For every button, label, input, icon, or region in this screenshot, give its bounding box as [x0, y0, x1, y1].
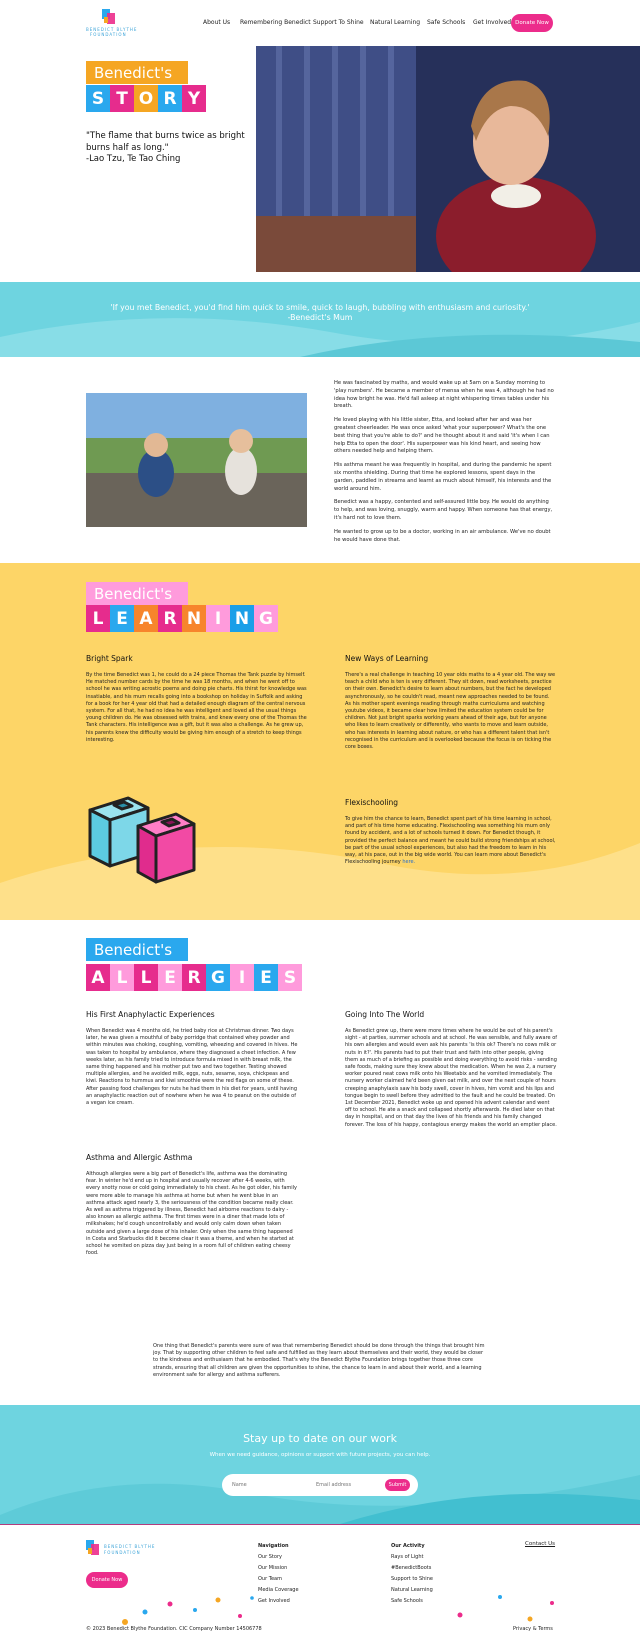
new-ways-block: [345, 654, 557, 751]
bright-spark-title: Bright Spark: [86, 654, 133, 663]
logo-text-2: FOUNDATION: [104, 1550, 141, 1555]
learning-title: [86, 605, 278, 632]
blocks-illustration: [86, 786, 196, 886]
story-paragraph: He was fascinated by maths, and would wake up at 5am on a Sunday morning to 'play numbers'. He became a member of mensa when he was 4, although he had no idea how bright he was. He'd fall asleep at night whispering times tables under his breath.: [334, 380, 554, 410]
flexischooling-copy: To give him the chance to learn, Benedict spent part of his time learning in school, and part of his time home educating. Flexischooling was something his mum only found by accident, and a lot of schools turned it down. For Benedict though, it provided the perfect balance and meant he could build strong friendships at school, be part of the usual school experiences, but also had the freedom to learn in his way, at his pace, out in the big wide world. You can learn more about Benedict's Flexischooling journey: [345, 816, 556, 866]
footer-link-natural-learning[interactable]: Natural Learning: [391, 1587, 433, 1593]
footer-activity: [391, 1541, 433, 1607]
donate-button[interactable]: Donate Now: [511, 14, 553, 32]
site-footer: [0, 1524, 640, 1640]
band-quote-text: 'If you met Benedict, you'd find him quick to smile, quick to laugh, bubbling with enthusiasm and curiosity.': [110, 303, 530, 312]
footer-link-our-mission[interactable]: Our Mission: [258, 1565, 288, 1571]
title-letter: N: [230, 605, 254, 632]
story-paragraph: He loved playing with his little sister, Etta, and looked after her and was her greatest cheerleader. He was once asked 'what your superpower? What's the one best thing that you're able to do?' and he thought about it and said 'it's when I can help Etta to open the door'. His superpower was his kind heart, and seeing how others needed help and helping them.: [334, 417, 550, 455]
story-title: [86, 85, 206, 112]
title-letter: I: [206, 605, 230, 632]
story-prefix: Benedict's: [86, 61, 188, 84]
newsletter-subtitle: When we need guidance, opinions or support with future projects, you can help.: [209, 1452, 431, 1458]
children-on-wall-image: [86, 393, 307, 527]
site-header: [0, 0, 640, 46]
title-letter: G: [206, 964, 230, 991]
title-letter: R: [182, 964, 206, 991]
logo-icon: [86, 1540, 100, 1556]
quote-author: -Lao Tzu, Te Tao Ching: [86, 154, 181, 164]
footer-navigation: [258, 1541, 299, 1607]
title-letter: A: [134, 605, 158, 632]
footer-activity-title: Our Activity: [391, 1543, 425, 1549]
quote-band: [0, 282, 640, 357]
title-letter: T: [110, 85, 134, 112]
submit-button[interactable]: Submit: [385, 1479, 410, 1491]
nav-get-involved[interactable]: Get Involved: [473, 19, 512, 26]
title-letter: E: [158, 964, 182, 991]
nav-natural-learning[interactable]: Natural Learning: [370, 19, 421, 26]
flexischooling-title: Flexischooling: [345, 798, 399, 807]
asthma-title: Asthma and Allergic Asthma: [86, 1153, 193, 1162]
story-paragraph: His asthma meant he was frequently in hospital, and during the pandemic he spent six months shielding. During that time he explored lessons, spent days in the garden, paddled in streams and learnt as much about himself, his interests and the world around him.: [334, 462, 552, 492]
title-letter: G: [254, 605, 278, 632]
confetti-decoration: [100, 1590, 260, 1630]
flexischooling-text: [345, 816, 557, 866]
story-quote: [86, 131, 266, 166]
title-letter: N: [182, 605, 206, 632]
learning-prefix: Benedict's: [86, 582, 188, 605]
contact-us-link[interactable]: Contact Us: [525, 1541, 556, 1547]
logo[interactable]: [86, 9, 141, 37]
title-letter: Y: [182, 85, 206, 112]
asthma-text: Although allergies were a big part of Benedict's life, asthma was the dominating fear. In winter he'd end up in hospital and usually recover after 4-6 weeks, with every snotty nose or cold going immediately to his chest. As he got older, his family were more able to manage his asthma at home but when he went blue in an asthma attack aged nearly 3, the seriousness of the condition became really clear. As well as asthma triggered by illness, Benedict had airborne reactions to dairy - also known as allergic asthma. The first times were in a diner that made lots of milkshakes; he'd cough uncontrollably and would only calm down when taken outside and given a large dose of his inhaler. Only when the same thing happened in Costa and Starbucks did it become clear it was a theme, and when he started at school he vomited on pizza day just being in a room full of children eating cheesy food.: [86, 1171, 297, 1257]
confetti-decoration: [440, 1585, 560, 1625]
new-ways-title: New Ways of Learning: [345, 654, 429, 663]
story-paragraph: He wanted to grow up to be a doctor, working in an air ambulance. We've no doubt he would have done that.: [334, 528, 551, 543]
email-input[interactable]: [316, 1479, 376, 1491]
logo-text-2: FOUNDATION: [90, 32, 127, 37]
logo-text-1: BENEDICT BLYTHE: [86, 27, 138, 32]
title-letter: L: [134, 964, 158, 991]
copyright: © 2023 Benedict Blythe Foundation. CIC Company Number 14506778: [86, 1626, 262, 1632]
title-letter: A: [86, 964, 110, 991]
title-letter: I: [230, 964, 254, 991]
newsletter-form: [222, 1474, 418, 1496]
footer-link-our-story[interactable]: Our Story: [258, 1554, 282, 1560]
hero-photo: [256, 46, 640, 272]
bright-spark-text: By the time Benedict was 1, he could do a 24 piece Thomas the Tank puzzle by himself. He matched number cards by the time he was 18 months, and when he went off to school he was writing acrostic poems and doing pie charts. His thirst for knowledge was insatiable, and his mum recalls going into a bookshop on holiday in Suffolk and asking for a book for her 4 year old that had a detailed enough diagram of the central nervous system. For all that, he had no idea he was intelligent and loved all the usual things young children do. He was obsessed with trains, and knew every one of the Thomas the Tank characters. His intelligence was a gift, but it was also a challenge. As he grew up, his parents knew the difficulty would be giving him enough of a stretch to keep things interesting.: [86, 672, 307, 743]
allergies-title: [86, 964, 302, 991]
footer-logo[interactable]: [86, 1540, 176, 1560]
story-paragraph: Benedict was a happy, contented and self-assured little boy. He would do anything to help, and was loving, snuggly, warm and happy. When someone has that energy, it's hard not to love them.: [334, 499, 553, 521]
newsletter-title: Stay up to date on our work: [243, 1432, 397, 1445]
learning-section: [0, 563, 640, 920]
title-letter: L: [110, 964, 134, 991]
footer-link-support-to-shine[interactable]: Support to Shine: [391, 1576, 433, 1582]
footer-donate-button[interactable]: Donate Now: [86, 1572, 128, 1588]
closing-paragraph: One thing that Benedict's parents were sure of was that remembering Benedict should be done through the things that brought him joy. That by supporting other children to feel safe and fulfilled as they learn about themselves and their world, they would be closer to the kindness and enthusiasm that he embodied. That's why the Benedict Blythe Foundation brings together those three core strands, ensuring that all children are given the opportunities to shine, the chance to learn in and about their world, and a learning environment safe for allergy and asthma sufferers.: [153, 1343, 485, 1378]
new-ways-text: There's a real challenge in teaching 10 year olds maths to a 4 year old. The way we teach a child who is ten is very different. They sit down, read worksheets, practice on their own. Benedict's desire to learn about numbers, but the fact he developed asynchronously, so he couldn't read, meant new approaches needed to be found. As his mother spent evenings reading through maths curriculums and watching youtube videos, it became clear how limited the education system could be for children. Not just bright sparks working years ahead of their age, but for anyone who likes to learn creatively or differently, who wants to move and learn outside, who has interests in learning about nature, or who has a different talent that isn't recognised in the curriculum and is overlooked because the focus is on ticking the core boxes.: [345, 672, 556, 751]
going-into-world-block: [345, 1010, 557, 1129]
band-quote: [110, 303, 530, 323]
title-letter: R: [158, 605, 182, 632]
band-quote-author: -Benedict's Mum: [287, 313, 353, 322]
title-letter: S: [278, 964, 302, 991]
footer-nav-title: Navigation: [258, 1543, 289, 1549]
nav-about-us[interactable]: About Us: [203, 19, 231, 26]
first-anaphylactic-text: When Benedict was 4 months old, he tried baby rice at Christmas dinner. Two days later, he was given a mouthful of baby porridge that contained whey powder and within minutes was choking, coughing, vomiting, wheezing and covered in hives. He was taken to hospital by ambulance, where they diagnosed a cheet infection. A few weeks later, as his family tried to introduce formula mixed in with breast milk, the same thing happened and his mother put two and two together. Testing showed multiple allergies, and he avoided milk, eggs, nuts, sesame, soya, chickpeas and kiwi. Reactions to hummus and kiwi smoothie were the red flags on some of these. After passing food challenges for nuts he had them in his diet for years, until having an anaphylactic reaction out of nowhere when he was 4 to peanut on the outside of a vegan ice cream.: [86, 1028, 298, 1107]
title-letter: E: [254, 964, 278, 991]
going-into-world-text: As Benedict grew up, there were more times where he would be out of his parent's sight - at parties, summer schools and at school. He was sensible, and fully aware of his own allergies and would even ask his parents 'is this ok? There's no cows milk or nuts in it?'. His parents had to put their trust and faith into other people, giving them as much of a briefing as possible and doing everything to avoid risks - sending safe foods, making sure they knew about the medication. When he was 2, a nursery worker poured neat cows milk onto his Weetabix and he vomited immediately. The nursery worker claimed he'd been given oat milk, and over the next couple of hours creeping anaphylaxis saw his body swell, cover in hives, him vomit and his lips and tongue begin to swell before they admitted to the fault and he could be treated. On 1st December 2021, Benedict woke up and opened his advent calendar and went off to school. He ate a snack and collapsed shortly afterwards. He died later on that day in hospital, and on that day the lives of his friends and his family changed forever. The loss of his happy, contagious energy makes the world an emptier place.: [345, 1028, 558, 1128]
footer-link-safe-schools[interactable]: Safe Schools: [391, 1598, 423, 1604]
flexischooling-link[interactable]: here.: [402, 859, 416, 866]
children-photo: [86, 393, 307, 527]
newsletter-section: [0, 1405, 640, 1524]
privacy-link[interactable]: Privacy & Terms: [513, 1626, 553, 1632]
name-input[interactable]: [232, 1479, 302, 1491]
title-letter: E: [110, 605, 134, 632]
nav-support-to-shine[interactable]: Support To Shine: [313, 19, 364, 26]
first-anaphylactic-block: [86, 1010, 298, 1107]
footer-link-media-coverage[interactable]: Media Coverage: [258, 1587, 299, 1593]
quote-text: "The flame that burns twice as bright burns half as long.": [86, 131, 245, 153]
title-letter: O: [134, 85, 158, 112]
logo-icon: [102, 9, 116, 25]
asthma-block: [86, 1153, 298, 1257]
logo-text-1: BENEDICT BLYTHE: [104, 1544, 156, 1549]
story-body: [334, 380, 554, 550]
nav-safe-schools[interactable]: Safe Schools: [427, 19, 466, 26]
nav-remembering-benedict[interactable]: Remembering Benedict: [240, 19, 311, 26]
title-letter: R: [158, 85, 182, 112]
footer-link-benedict-boots[interactable]: #BenedictBoots: [391, 1565, 432, 1571]
footer-link-rays-of-light[interactable]: Rays of Light: [391, 1554, 424, 1560]
allergies-prefix: Benedict's: [86, 938, 188, 961]
bright-spark-block: [86, 654, 308, 744]
first-anaphylactic-title: His First Anaphylactic Experiences: [86, 1010, 215, 1019]
footer-link-get-involved[interactable]: Get Involved: [258, 1598, 290, 1604]
boy-portrait-image: [256, 46, 640, 272]
title-letter: L: [86, 605, 110, 632]
title-letter: S: [86, 85, 110, 112]
going-into-world-title: Going Into The World: [345, 1010, 425, 1019]
wave-decoration: [0, 1405, 640, 1524]
footer-link-our-team[interactable]: Our Team: [258, 1576, 282, 1582]
flexischooling-block: [345, 798, 557, 866]
